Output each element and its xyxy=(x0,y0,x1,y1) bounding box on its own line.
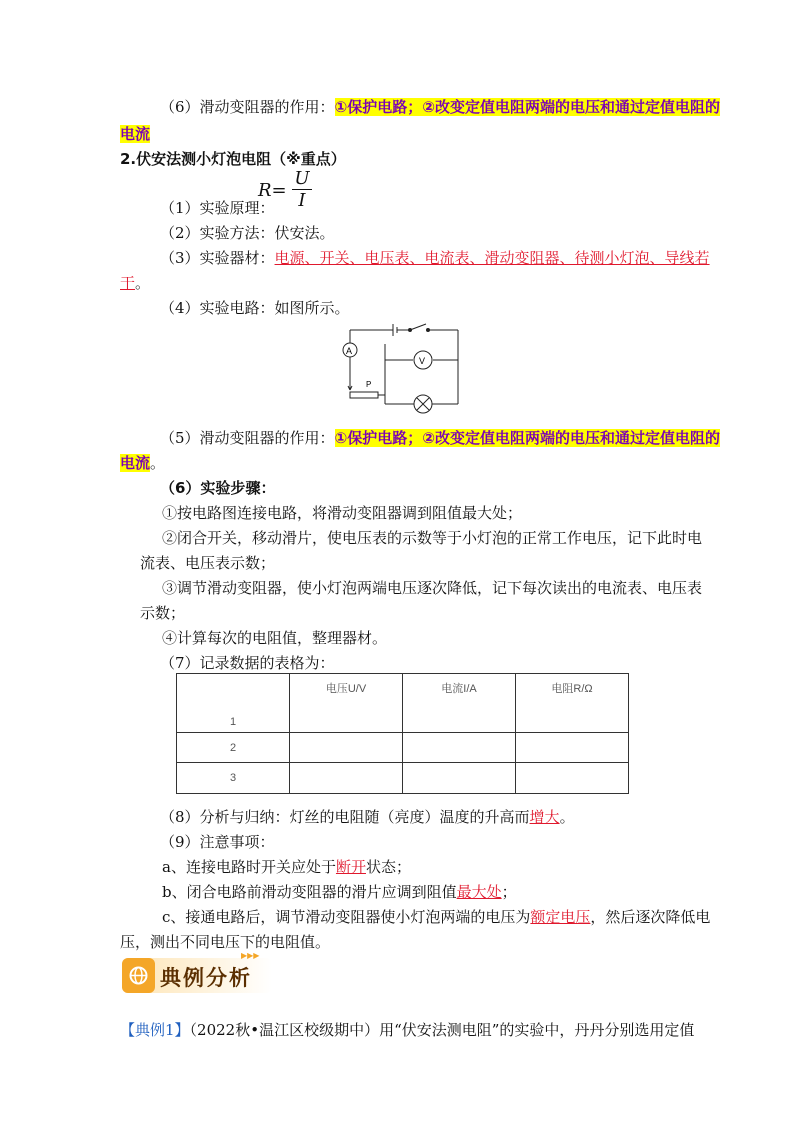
item3-prefix: （3）实验器材： xyxy=(160,249,275,267)
note-b-end: ； xyxy=(501,883,517,901)
table-cell xyxy=(290,763,403,794)
banner-arrows-icon: ▶▶▶ xyxy=(241,951,260,960)
item7: （7）记录数据的表格为： xyxy=(160,654,335,672)
table-cell xyxy=(290,733,403,763)
note-c-answer: 额定电压 xyxy=(530,908,591,926)
note-b-answer: 最大处 xyxy=(456,883,502,901)
note-a-answer: 断开 xyxy=(335,858,366,876)
item1: （1）实验原理： xyxy=(160,199,275,217)
table-cell xyxy=(516,733,629,763)
item8-answer: 增大 xyxy=(529,808,560,826)
note-b-prefix: b、闭合电路前滑动变阻器的滑片应调到阻值 xyxy=(162,883,457,901)
table-header-voltage: 电压U/V xyxy=(290,674,403,733)
item5-answer: ①保护电路；②改变定值电阻两端的电压和通过定值电阻的 xyxy=(334,429,720,447)
formula-denominator: I xyxy=(298,190,306,211)
table-row-label: 1 xyxy=(177,674,290,733)
formula-numerator: U xyxy=(294,168,310,189)
step1: ①按电路图连接电路，将滑动变阻器调到阻值最大处； xyxy=(162,504,523,522)
item3-line2 xyxy=(120,272,150,293)
note-c-end: ，然后逐次降低电 xyxy=(590,908,711,926)
table-row-label: 2 xyxy=(177,733,290,763)
step2-line1: ②闭合开关，移动滑片，使电压表的示数等于小灯泡的正常工作电压，记下此时电 xyxy=(162,529,703,547)
voltmeter-label: V xyxy=(419,356,426,366)
example-tag: 【典例1】 xyxy=(120,1021,190,1039)
item8 xyxy=(160,806,575,827)
banner-badge xyxy=(122,958,155,993)
item6-top-answer: ①保护电路；②改变定值电阻两端的电压和通过定值电阻的 xyxy=(334,98,720,116)
table-header-current: 电流I/A xyxy=(403,674,516,733)
item6-title: （6）实验步骤： xyxy=(160,479,276,497)
item9: （9）注意事项： xyxy=(160,833,275,851)
item6-top-line2 xyxy=(120,123,150,144)
item2: （2）实验方法：伏安法。 xyxy=(160,224,335,242)
item5-line2 xyxy=(120,452,165,473)
banner-title: 典例分析 xyxy=(160,966,252,990)
item3-end: 。 xyxy=(135,274,151,292)
step3-line2: 示数； xyxy=(140,604,186,622)
note-a xyxy=(162,856,411,877)
table-row xyxy=(177,733,629,763)
table-cell xyxy=(516,763,629,794)
note-a-end: 状态； xyxy=(365,858,411,876)
ammeter-label: A xyxy=(346,346,353,356)
slider-label: P xyxy=(366,380,372,389)
table-header-resistance: 电阻R/Ω xyxy=(516,674,629,733)
table-cell xyxy=(403,763,516,794)
globe-icon xyxy=(122,958,155,993)
table-row-label: 3 xyxy=(177,763,290,794)
formula-lhs: R= xyxy=(258,180,287,201)
note-a-prefix: a、连接电路时开关应处于 xyxy=(162,858,336,876)
table-header-row xyxy=(177,674,629,733)
item6-top-line1 xyxy=(160,96,720,117)
item3-answer: 电源、开关、电压表、电流表、滑动变阻器、待测小灯泡、导线若 xyxy=(274,249,710,267)
step3-line1: ③调节滑动变阻器，使小灯泡两端电压逐次降低，记下每次读出的电流表、电压表 xyxy=(162,579,703,597)
item8-end: 。 xyxy=(559,808,575,826)
item6-top-answer-cont: 电流 xyxy=(120,125,151,143)
step4: ④计算每次的电阻值，整理器材。 xyxy=(162,629,388,647)
item5-prefix: （5）滑动变阻器的作用： xyxy=(160,429,335,447)
item8-prefix: （8）分析与归纳：灯丝的电阻随（亮度）温度的升高而 xyxy=(160,808,530,826)
circuit-diagram xyxy=(330,318,470,418)
section2-title: 2.伏安法测小灯泡电阻（※重点） xyxy=(120,150,346,168)
data-table xyxy=(176,673,629,794)
item5-line1 xyxy=(160,427,720,448)
table-cell xyxy=(403,733,516,763)
formula-fraction xyxy=(292,168,311,211)
table-row xyxy=(177,763,629,794)
example-text: （2022秋•温江区校级期中）用“伏安法测电阻”的实验中，丹丹分别选用定值 xyxy=(189,1021,695,1039)
example-line xyxy=(120,1019,694,1040)
item3-answer-cont: 干 xyxy=(120,274,136,292)
step2-line2: 流表、电压表示数； xyxy=(140,554,276,572)
item6-top-prefix: （6）滑动变阻器的作用： xyxy=(160,98,335,116)
note-c-line1 xyxy=(162,906,710,927)
note-c-line2: 压，测出不同电压下的电阻值。 xyxy=(120,933,331,951)
item5-end: 。 xyxy=(150,454,166,472)
note-c-prefix: c、接通电路后，调节滑动变阻器使小灯泡两端的电压为 xyxy=(162,908,531,926)
item3-line1 xyxy=(160,247,710,268)
note-b xyxy=(162,881,517,902)
item5-answer-cont: 电流 xyxy=(120,454,151,472)
item4: （4）实验电路：如图所示。 xyxy=(160,299,350,317)
